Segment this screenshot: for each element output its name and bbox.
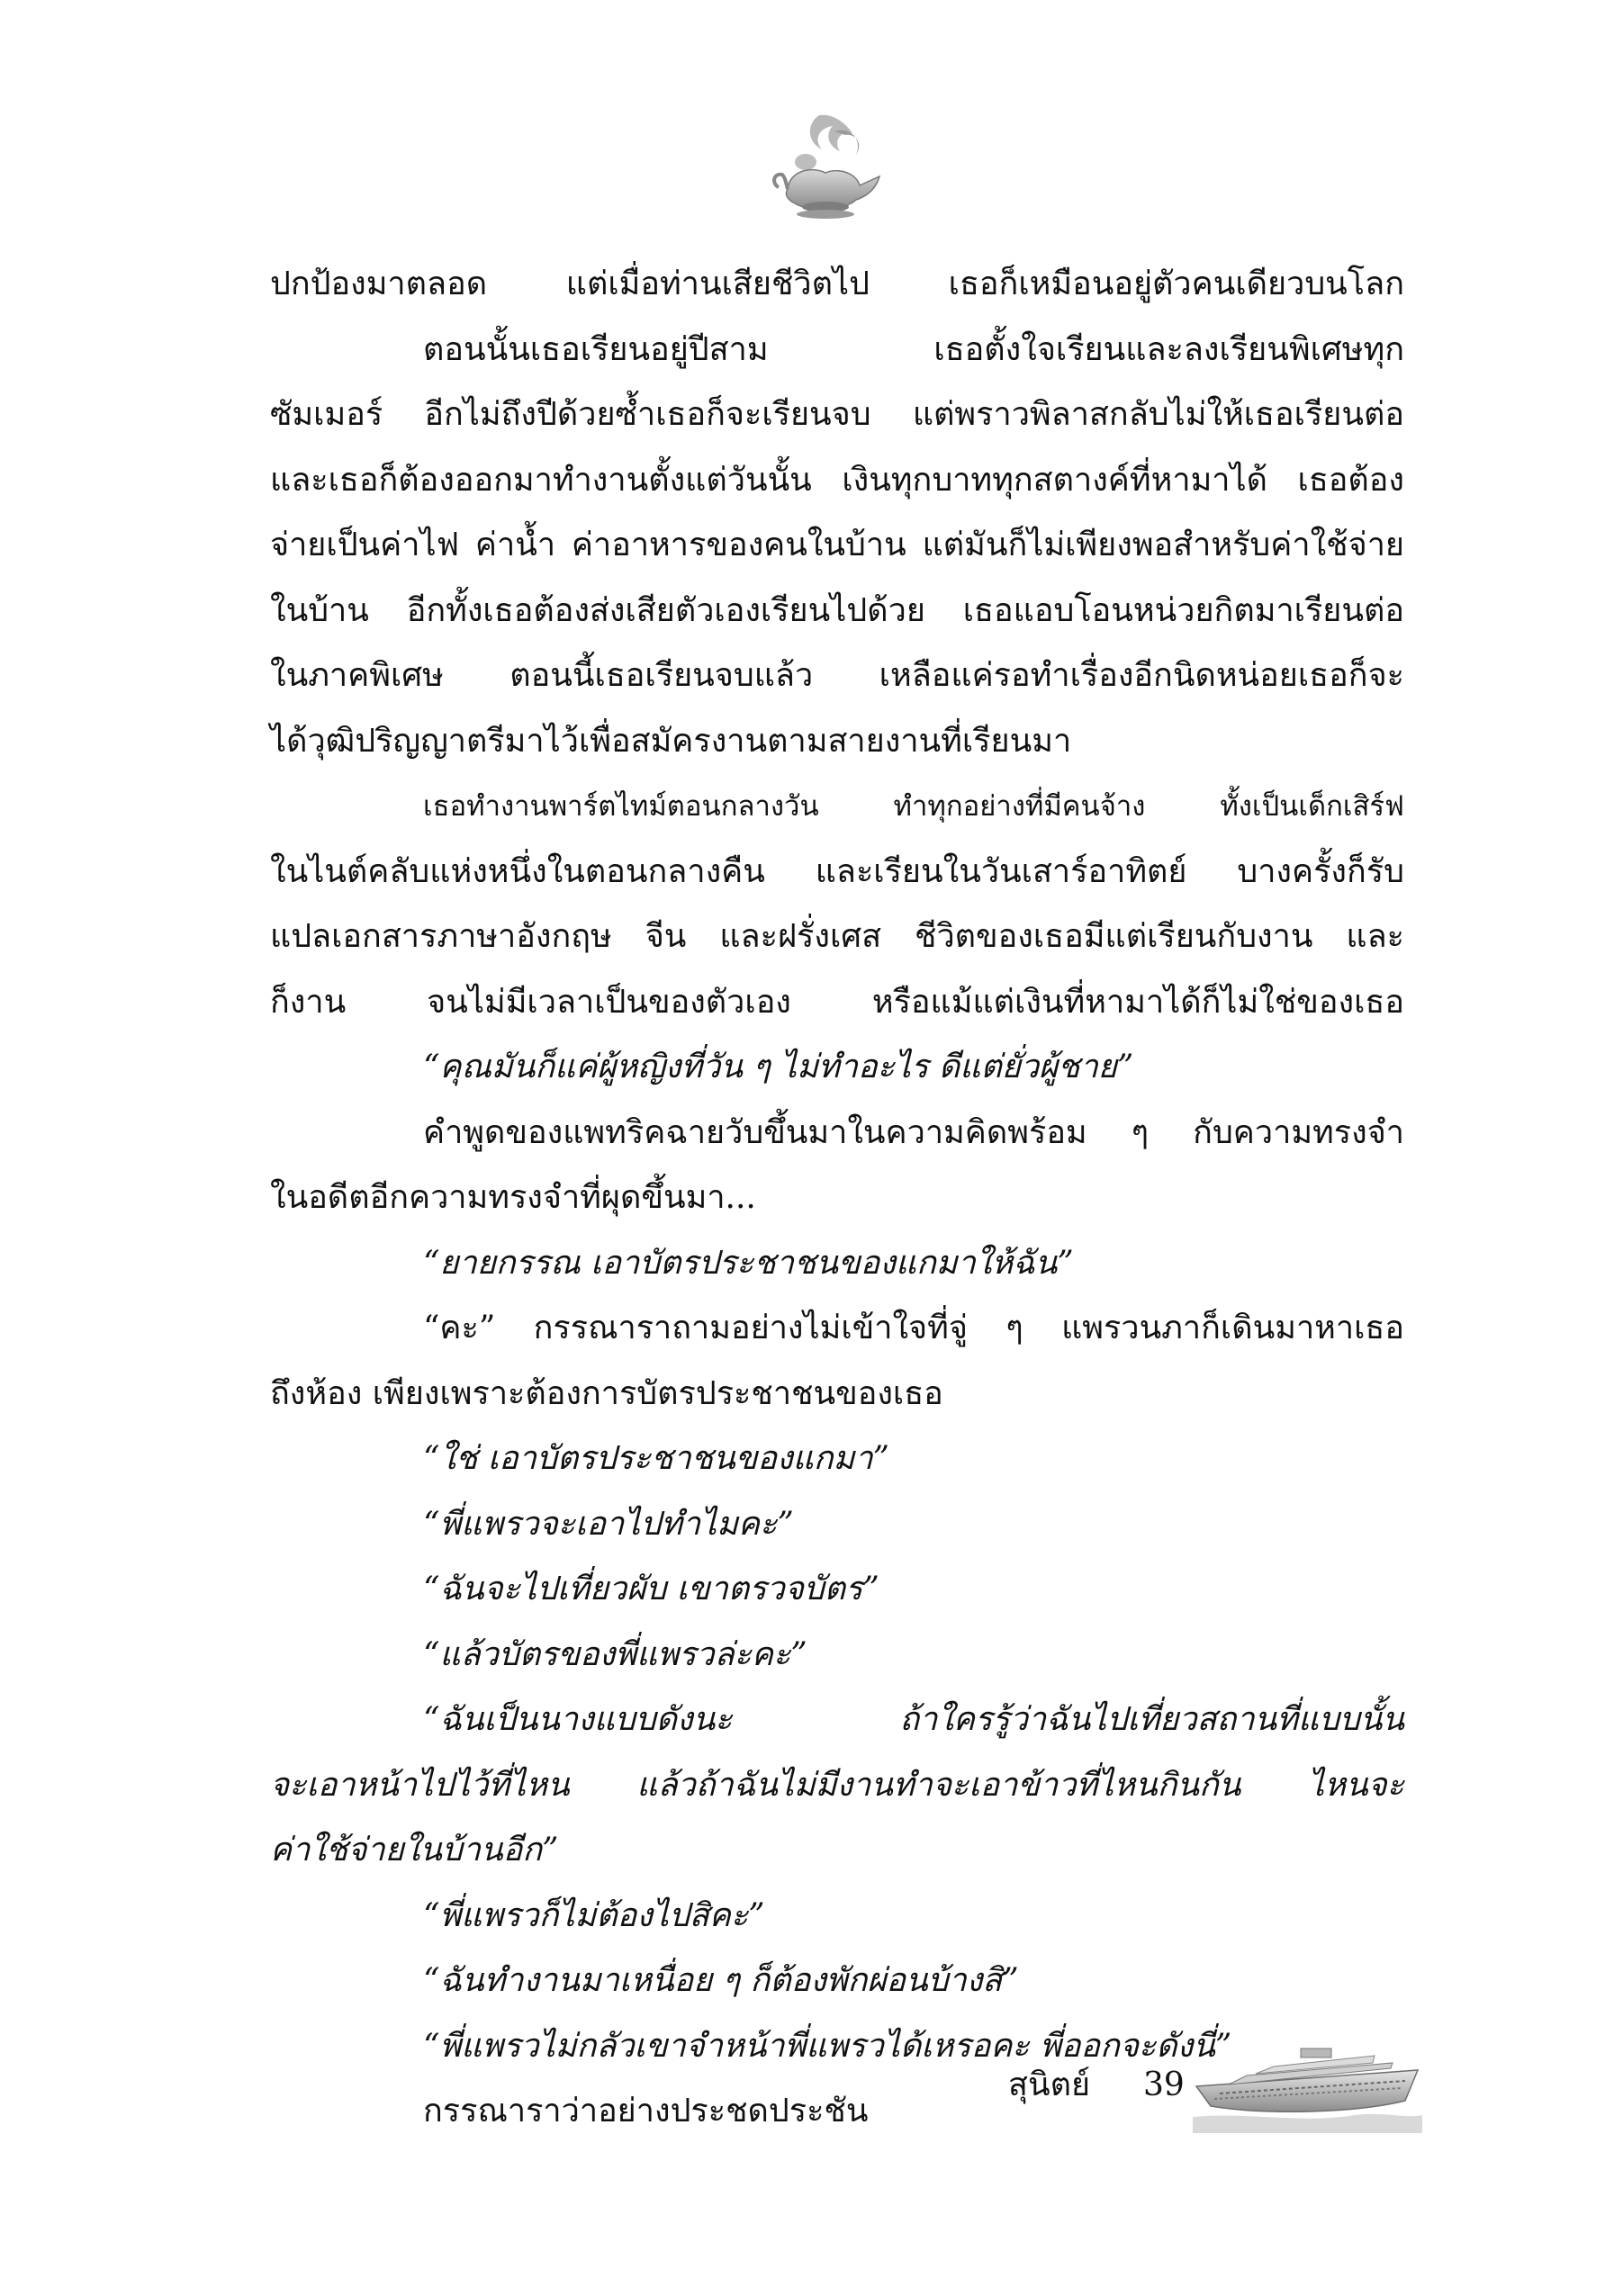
page-number: 39: [1143, 2066, 1185, 2103]
text-line: คำพูดของแพทริคฉายวับขึ้นมาในความคิดพร้อม ๆ กับความทรงจำ: [423, 1113, 1404, 1151]
text-line: และเธอก็ต้องออกมาทำงานตั้งแต่วันนั้น เงินทุกบาททุกสตางค์ที่หามาได้ เธอต้อง: [270, 461, 1404, 499]
text-line: ซัมเมอร์ อีกไม่ถึงปีด้วยซ้ำเธอก็จะเรียนจบ แต่พราวพิลาสกลับไม่ให้เธอเรียนต่อ: [270, 396, 1404, 433]
body-text: [270, 252, 1404, 2145]
page-footer: [1008, 2043, 1422, 2133]
text-line: “ฉันจะไปเที่ยวผับ เขาตรวจบัตร”: [423, 1571, 879, 1607]
text-line: เธอทำงานพาร์ตไทม์ตอนกลางวัน ทำทุกอย่างที่มีคนจ้าง ทั้งเป็นเด็กเสิร์ฟ: [423, 790, 1404, 823]
text-line: กรรณาราว่าอย่างประชดประชัน: [423, 2093, 869, 2129]
text-line: “ยายกรรณ เอาบัตรประชาชนของแกมาให้ฉัน”: [423, 1244, 1074, 1282]
text-line: “ฉันเป็นนางแบบดังนะ ถ้าใครรู้ว่าฉันไปเที่ยวสถานที่แบบนั้น: [423, 1701, 1404, 1738]
text-line: ก็งาน จนไม่มีเวลาเป็นของตัวเอง หรือแม้แต่เงินที่หามาได้ก็ไม่ใช่ของเธอ: [270, 983, 1404, 1021]
text-line: ในภาคพิเศษ ตอนนี้เธอเรียนจบแล้ว เหลือแค่รอทำเรื่องอีกนิดหน่อยเธอก็จะ: [270, 657, 1404, 694]
text-line: แปลเอกสารภาษาอังกฤษ จีน และฝรั่งเศส ชีวิตของเธอมีแต่เรียนกับงาน และ: [270, 918, 1404, 955]
text-line: “ฉันทำงานมาเหนื่อย ๆ ก็ต้องพักผ่อนบ้างสิ”: [423, 1962, 1019, 1999]
genie-lamp-icon: [770, 106, 887, 232]
text-line: “คุณมันก็แค่ผู้หญิงที่วัน ๆ ไม่ทำอะไร ดีแต่ยั่วผู้ชาย”: [423, 1049, 1134, 1085]
text-line: ค่าใช้จ่ายในบ้านอีก”: [270, 1832, 559, 1868]
text-line: “คะ” กรรณาราถามอย่างไม่เข้าใจที่จู่ ๆ แพรวนภาก็เดินมาหาเธอ: [423, 1310, 1404, 1346]
text-line: “พี่แพรวจะเอาไปทำไมคะ”: [423, 1505, 794, 1543]
text-line: ตอนนั้นเธอเรียนอยู่ปีสาม เธอตั้งใจเรียนและลงเรียนพิเศษทุก: [423, 330, 1404, 368]
text-line: “พี่แพรวก็ไม่ต้องไปสิคะ”: [423, 1896, 765, 1934]
text-line: ในบ้าน อีกทั้งเธอต้องส่งเสียตัวเองเรียนไปด้วย เธอแอบโอนหน่วยกิตมาเรียนต่อ: [270, 591, 1404, 629]
text-line: ได้วุฒิปริญญาตรีมาไว้เพื่อสมัครงานตามสายงานที่เรียนมา: [270, 722, 1072, 760]
text-line: ในไนต์คลับแห่งหนึ่งในตอนกลางคืน และเรียนในวันเสาร์อาทิตย์ บางครั้งก็รับ: [270, 852, 1404, 890]
text-line: จ่ายเป็นค่าไฟ ค่าน้ำ ค่าอาหารของคนในบ้าน แต่มันก็ไม่เพียงพอสำหรับค่าใช้จ่าย: [270, 527, 1404, 563]
text-line: ในอดีตอีกความทรงจำที่ผุดขึ้นมา...: [270, 1179, 756, 1216]
text-line: จะเอาหน้าไปไว้ที่ไหน แล้วถ้าฉันไม่มีงานทำจะเอาข้าวที่ไหนกินกัน ไหนจะ: [270, 1766, 1404, 1804]
text-line: “แล้วบัตรของพี่แพรวล่ะคะ”: [423, 1635, 807, 1673]
book-title: สุนิตย์: [1008, 2066, 1091, 2103]
text-line: ปกป้องมาตลอด แต่เมื่อท่านเสียชีวิตไป เธอก็เหมือนอยู่ตัวคนเดียวบนโลก: [270, 266, 1404, 302]
text-line: ถึงห้อง เพียงเพราะต้องการบัตรประชาชนของเธอ: [270, 1374, 943, 1412]
text-line: “ใช่ เอาบัตรประชาชนของแกมา”: [423, 1440, 889, 1477]
cruise-ship-icon: [1193, 2043, 1422, 2133]
text-line: “พี่แพรวไม่กลัวเขาจำหน้าพี่แพรวได้เหรอคะ พี่ออกจะดังนี่”: [423, 2027, 1232, 2065]
